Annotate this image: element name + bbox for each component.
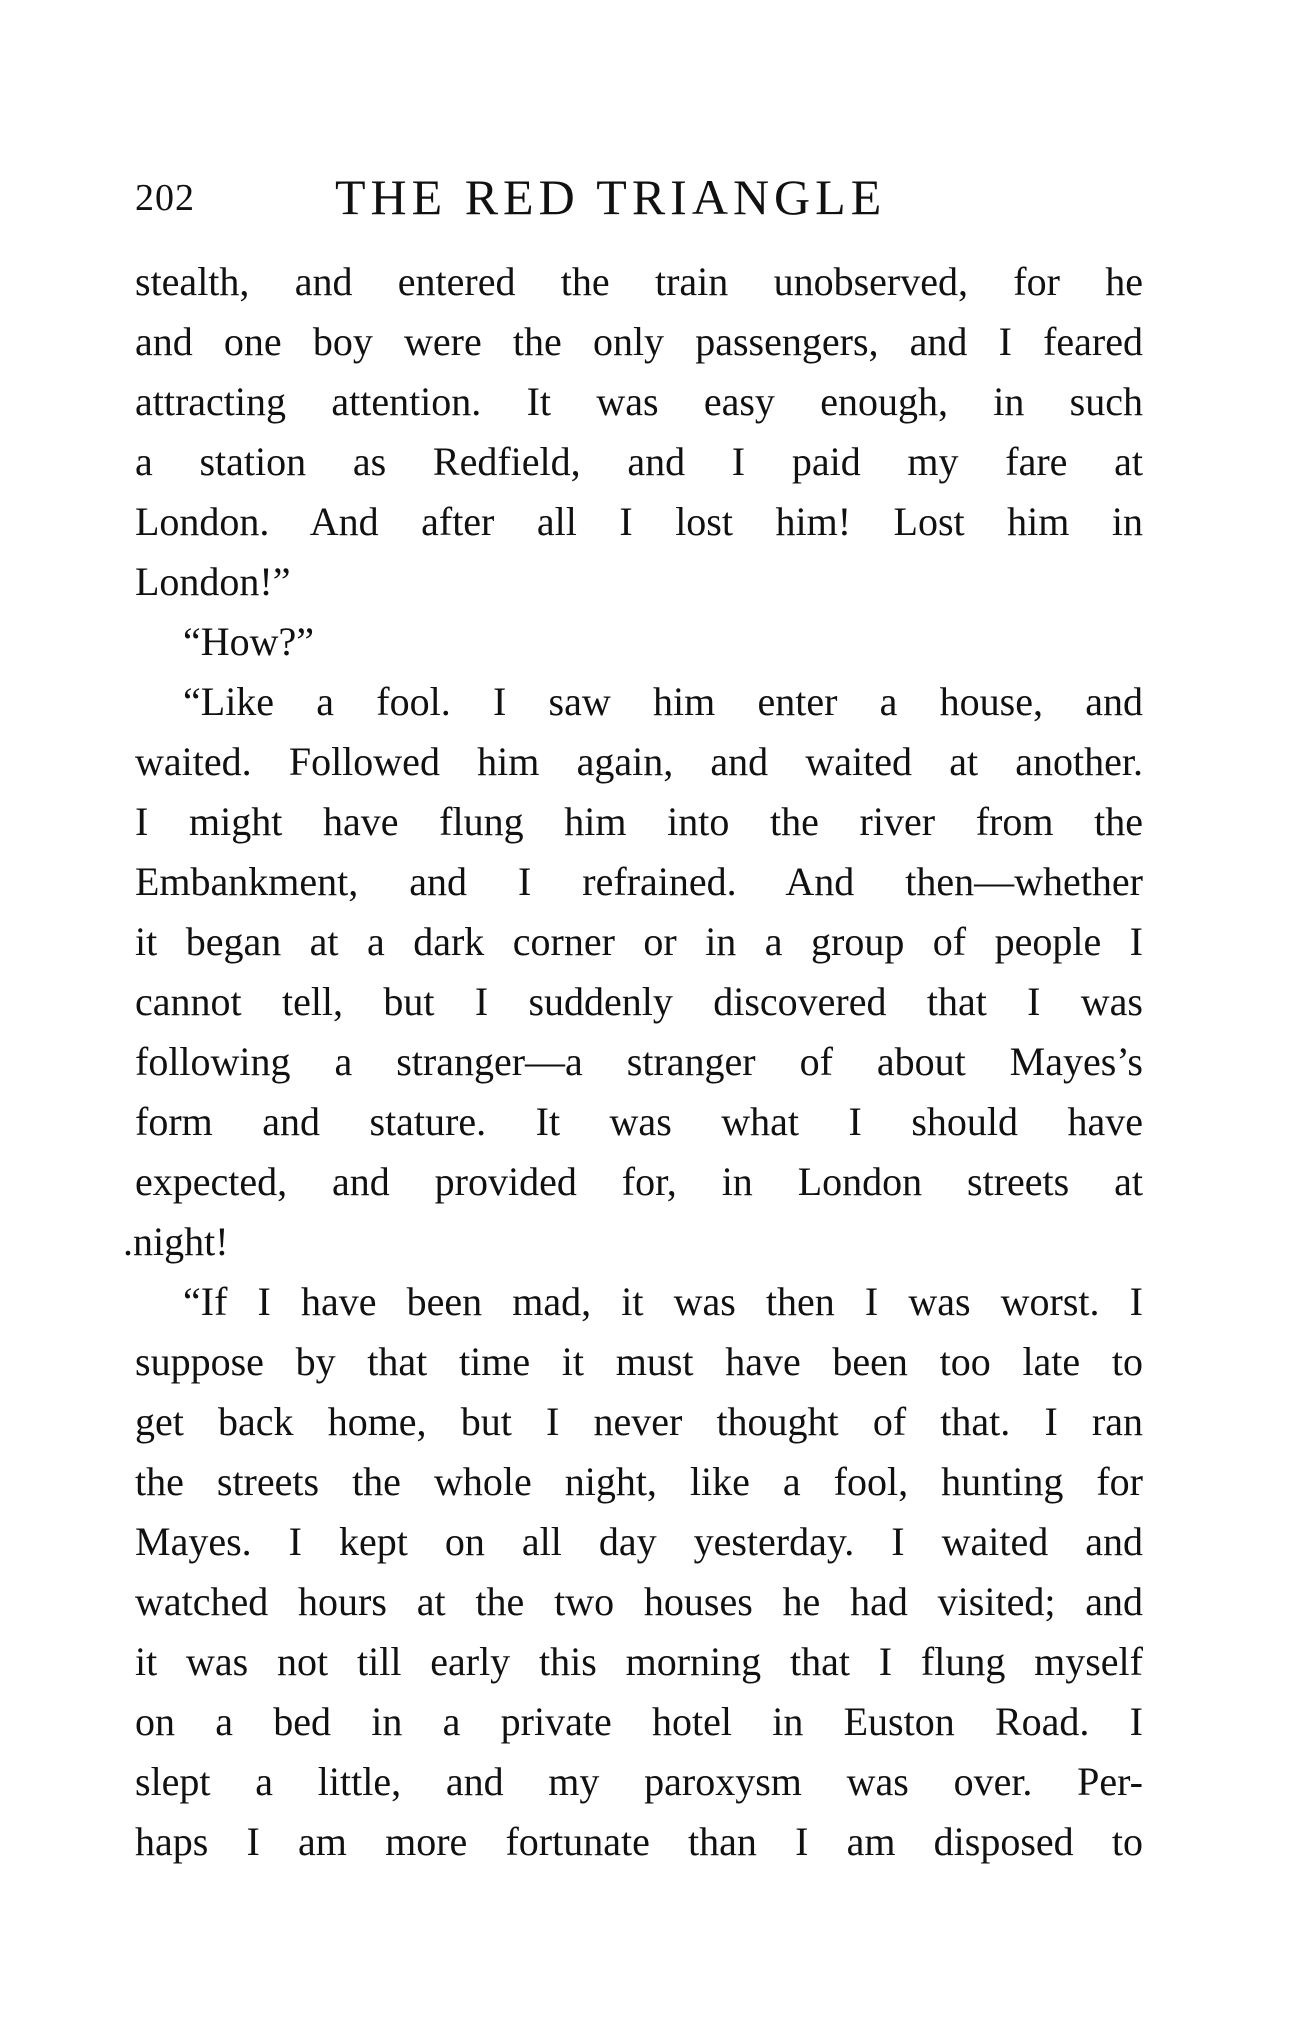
running-title: THE RED TRIANGLE [335, 169, 887, 225]
text-line: “Like a fool. I saw him enter a house, and [183, 679, 1143, 724]
text-line: cannot tell, but I suddenly discovered that I was [135, 979, 1143, 1024]
text-line: it was not till early this morning that I flung myself [135, 1639, 1143, 1684]
text-line: slept a little, and my paroxysm was over. Per- [135, 1759, 1143, 1804]
text-line: expected, and provided for, in London streets at [135, 1159, 1143, 1204]
text-line: “How?” [183, 619, 315, 664]
text-line: haps I am more fortunate than I am disposed to [135, 1819, 1143, 1864]
text-line: London. And after all I lost him! Lost him in [135, 499, 1143, 544]
text-line: Mayes. I kept on all day yesterday. I waited and [135, 1519, 1143, 1564]
body-text [123, 252, 1143, 1872]
text-line: get back home, but I never thought of that. I ran [135, 1399, 1143, 1444]
text-line: stealth, and entered the train unobserved, for he [135, 259, 1143, 304]
text-line: following a stranger—a stranger of about Mayes’s [135, 1039, 1143, 1084]
text-line: Embankment, and I refrained. And then—whether [135, 859, 1143, 904]
text-line: I might have flung him into the river from the [135, 799, 1143, 844]
text-line: and one boy were the only passengers, and I feared [135, 319, 1143, 364]
page-header [135, 168, 1135, 228]
text-line: suppose by that time it must have been too late to [135, 1339, 1143, 1384]
text-line: the streets the whole night, like a fool, hunting for [135, 1459, 1143, 1504]
text-line: London!” [135, 559, 291, 604]
text-line: attracting attention. It was easy enough, in such [135, 379, 1143, 424]
text-line: .night! [123, 1219, 229, 1264]
text-line: waited. Followed him again, and waited at another. [135, 739, 1143, 784]
text-line: form and stature. It was what I should have [135, 1099, 1143, 1144]
text-line: on a bed in a private hotel in Euston Road. I [135, 1699, 1143, 1744]
text-line: watched hours at the two houses he had visited; and [135, 1579, 1143, 1624]
text-line: it began at a dark corner or in a group of people I [135, 919, 1143, 964]
text-line: a station as Redfield, and I paid my fare at [135, 439, 1143, 484]
text-line: “If I have been mad, it was then I was worst. I [183, 1279, 1143, 1324]
page-number: 202 [135, 177, 195, 219]
